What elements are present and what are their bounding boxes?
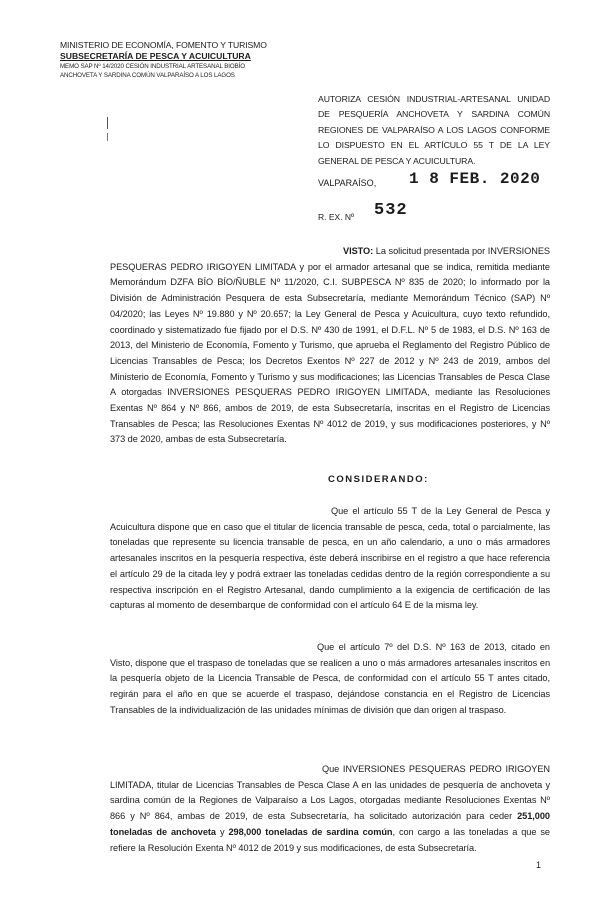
considerando-heading: CONSIDERANDO: xyxy=(328,474,429,485)
considerando-paragraph-3 xyxy=(110,762,550,856)
visto-paragraph xyxy=(110,244,550,448)
memo-reference-line-1: MEMO SAP Nº 14/2020 CESIÓN INDUSTRIAL ARTESANAL BIOBÍO xyxy=(60,63,245,70)
resolution-subject: AUTORIZA CESIÓN INDUSTRIAL-ARTESANAL UNIDAD DE PESQUERÍA ANCHOVETA Y SARDINA COMÚN REGIONES DE VALPARAÍSO A LOS LAGOS CONFORME LO DISPUESTO EN EL ARTÍCULO 55 T DE LA LEY GENERAL DE PESCA Y ACUICULTURA. xyxy=(318,94,550,166)
margin-mark xyxy=(107,133,108,141)
subsecretaria-name: SUBSECRETARÍA DE PESCA Y ACUICULTURA xyxy=(60,51,251,61)
resolution-number: 532 xyxy=(374,201,408,220)
letterhead xyxy=(60,40,320,80)
page-number: 1 xyxy=(536,860,542,870)
ministry-name: MINISTERIO DE ECONOMÍA, FOMENTO Y TURISMO xyxy=(60,40,267,50)
margin-mark xyxy=(107,117,108,129)
memo-reference-line-2: ANCHOVETA Y SARDINA COMÚN VALPARAÍSO A LOS LAGOS xyxy=(60,72,235,79)
paragraph-text: Que INVERSIONES PESQUERAS PEDRO IRIGOYEN LIMITADA, titular de Licencias Transables de Pesca Clase A en las unidades de pesquería de anchoveta y sardina común de la Regiones de Valparaíso a Los Lagos, otorgadas mediante Resoluciones Exentas Nº 866 y Nº 864, ambas de 2019, de esta Subsecretaría, ha solicitado autorización para ceder xyxy=(110,764,550,822)
stamped-date: 1 8 FEB. 2020 xyxy=(409,170,541,188)
resolution-label: R. EX. Nº xyxy=(318,212,355,222)
considerando-paragraph-1: Que el artículo 55 T de la Ley General de Pesca y Acuicultura dispone que en caso que el titular de licencia transable de pesca, ceda, total o parcialmente, las toneladas que represente su licencia transable de pesca, en un año calendario, a uno o más armadores artesanales inscritos en la pesquería respectiva, éste deberá inscribirse en el registro a que hace referencia el artículo 29 de la citada ley y podrá extraer las toneladas cedidas dentro de la región correspondiente a su respectiva inscripción en el Registro Artesanal, dando cumplimiento a la exigencia de certificación de las capturas al momento de desembarque de conformidad con el artículo 64 E de la misma ley. xyxy=(110,506,550,611)
considerando-paragraph-2: Que el artículo 7º del D.S. Nº 163 de 2013, citado en Visto, dispone que el traspaso de toneladas que se realicen a uno o más armadores artesanales inscritos en la pesquería objeto de la Licencia Transable de Pesca, de conformidad con el artículo 55 T antes citado, regirán para el año en que se acuerde el traspaso, dejándose constancia en el Registro de Licencias Transables de la individualización de las unidades mínimas de división que dan origen al traspaso. xyxy=(110,642,550,715)
visto-heading: VISTO: xyxy=(343,246,374,256)
anchoveta-tonnage: 251,000 toneladas de anchoveta xyxy=(110,811,550,837)
paragraph-text: , con cargo a las toneladas a que se refiere la Resolución Exenta Nº 4012 de 2019 y sus modificaciones, de esta Subsecretaría. xyxy=(110,826,550,853)
place: VALPARAÍSO, xyxy=(318,178,377,188)
paragraph-text: y xyxy=(216,826,229,837)
place-date-line xyxy=(318,170,558,188)
visto-text: La solicitud presentada por INVERSIONES PESQUERAS PEDRO IRIGOYEN LIMITADA y por el armador artesanal que se indica, remitida mediante Memorándum DZFA BÍO BÍO/ÑUBLE Nº 11/2020, C.I. SUBPESCA Nº 835 de 2020; lo informado por la División de Administración Pesquera de esta Subsecretaría, mediante Memorándum Técnico (SAP) Nº 04/2020; las Leyes Nº 19.880 y Nº 20.657; la Ley General de Pesca y Acuicultura, cuyo texto refundido, coordinado y sistematizado fue fijado por el D.S. Nº 430 de 1991, el D.F.L. Nº 5 de 1983, el D.S. Nº 163 de 2013, del Ministerio de Economía, Fomento y Turismo, que aprueba el Reglamento del Registro Público de Licencias Transables de Pesca; los Decretos Exentos Nº 227 de 2012 y Nº 243 de 2019, ambos del Ministerio de Economía, Fomento y Turismo y sus modificaciones; las Licencias Transables de Pesca Clase A otorgadas INVERSIONES PESQUERAS PEDRO IRIGOYEN LIMITADA, mediante las Resoluciones Exentas Nº 864 y Nº 866, ambos de 2019, de esta Subsecretaría, inscritas en el Registro de Licencias Transables de Pesca; las Resoluciones Exentas Nº 4012 de 2019, y sus modificaciones posteriores, y Nº 373 de 2020, ambas de esta Subsecretaría. xyxy=(110,246,550,445)
sardina-tonnage: 298,000 toneladas de sardina común xyxy=(228,826,393,837)
